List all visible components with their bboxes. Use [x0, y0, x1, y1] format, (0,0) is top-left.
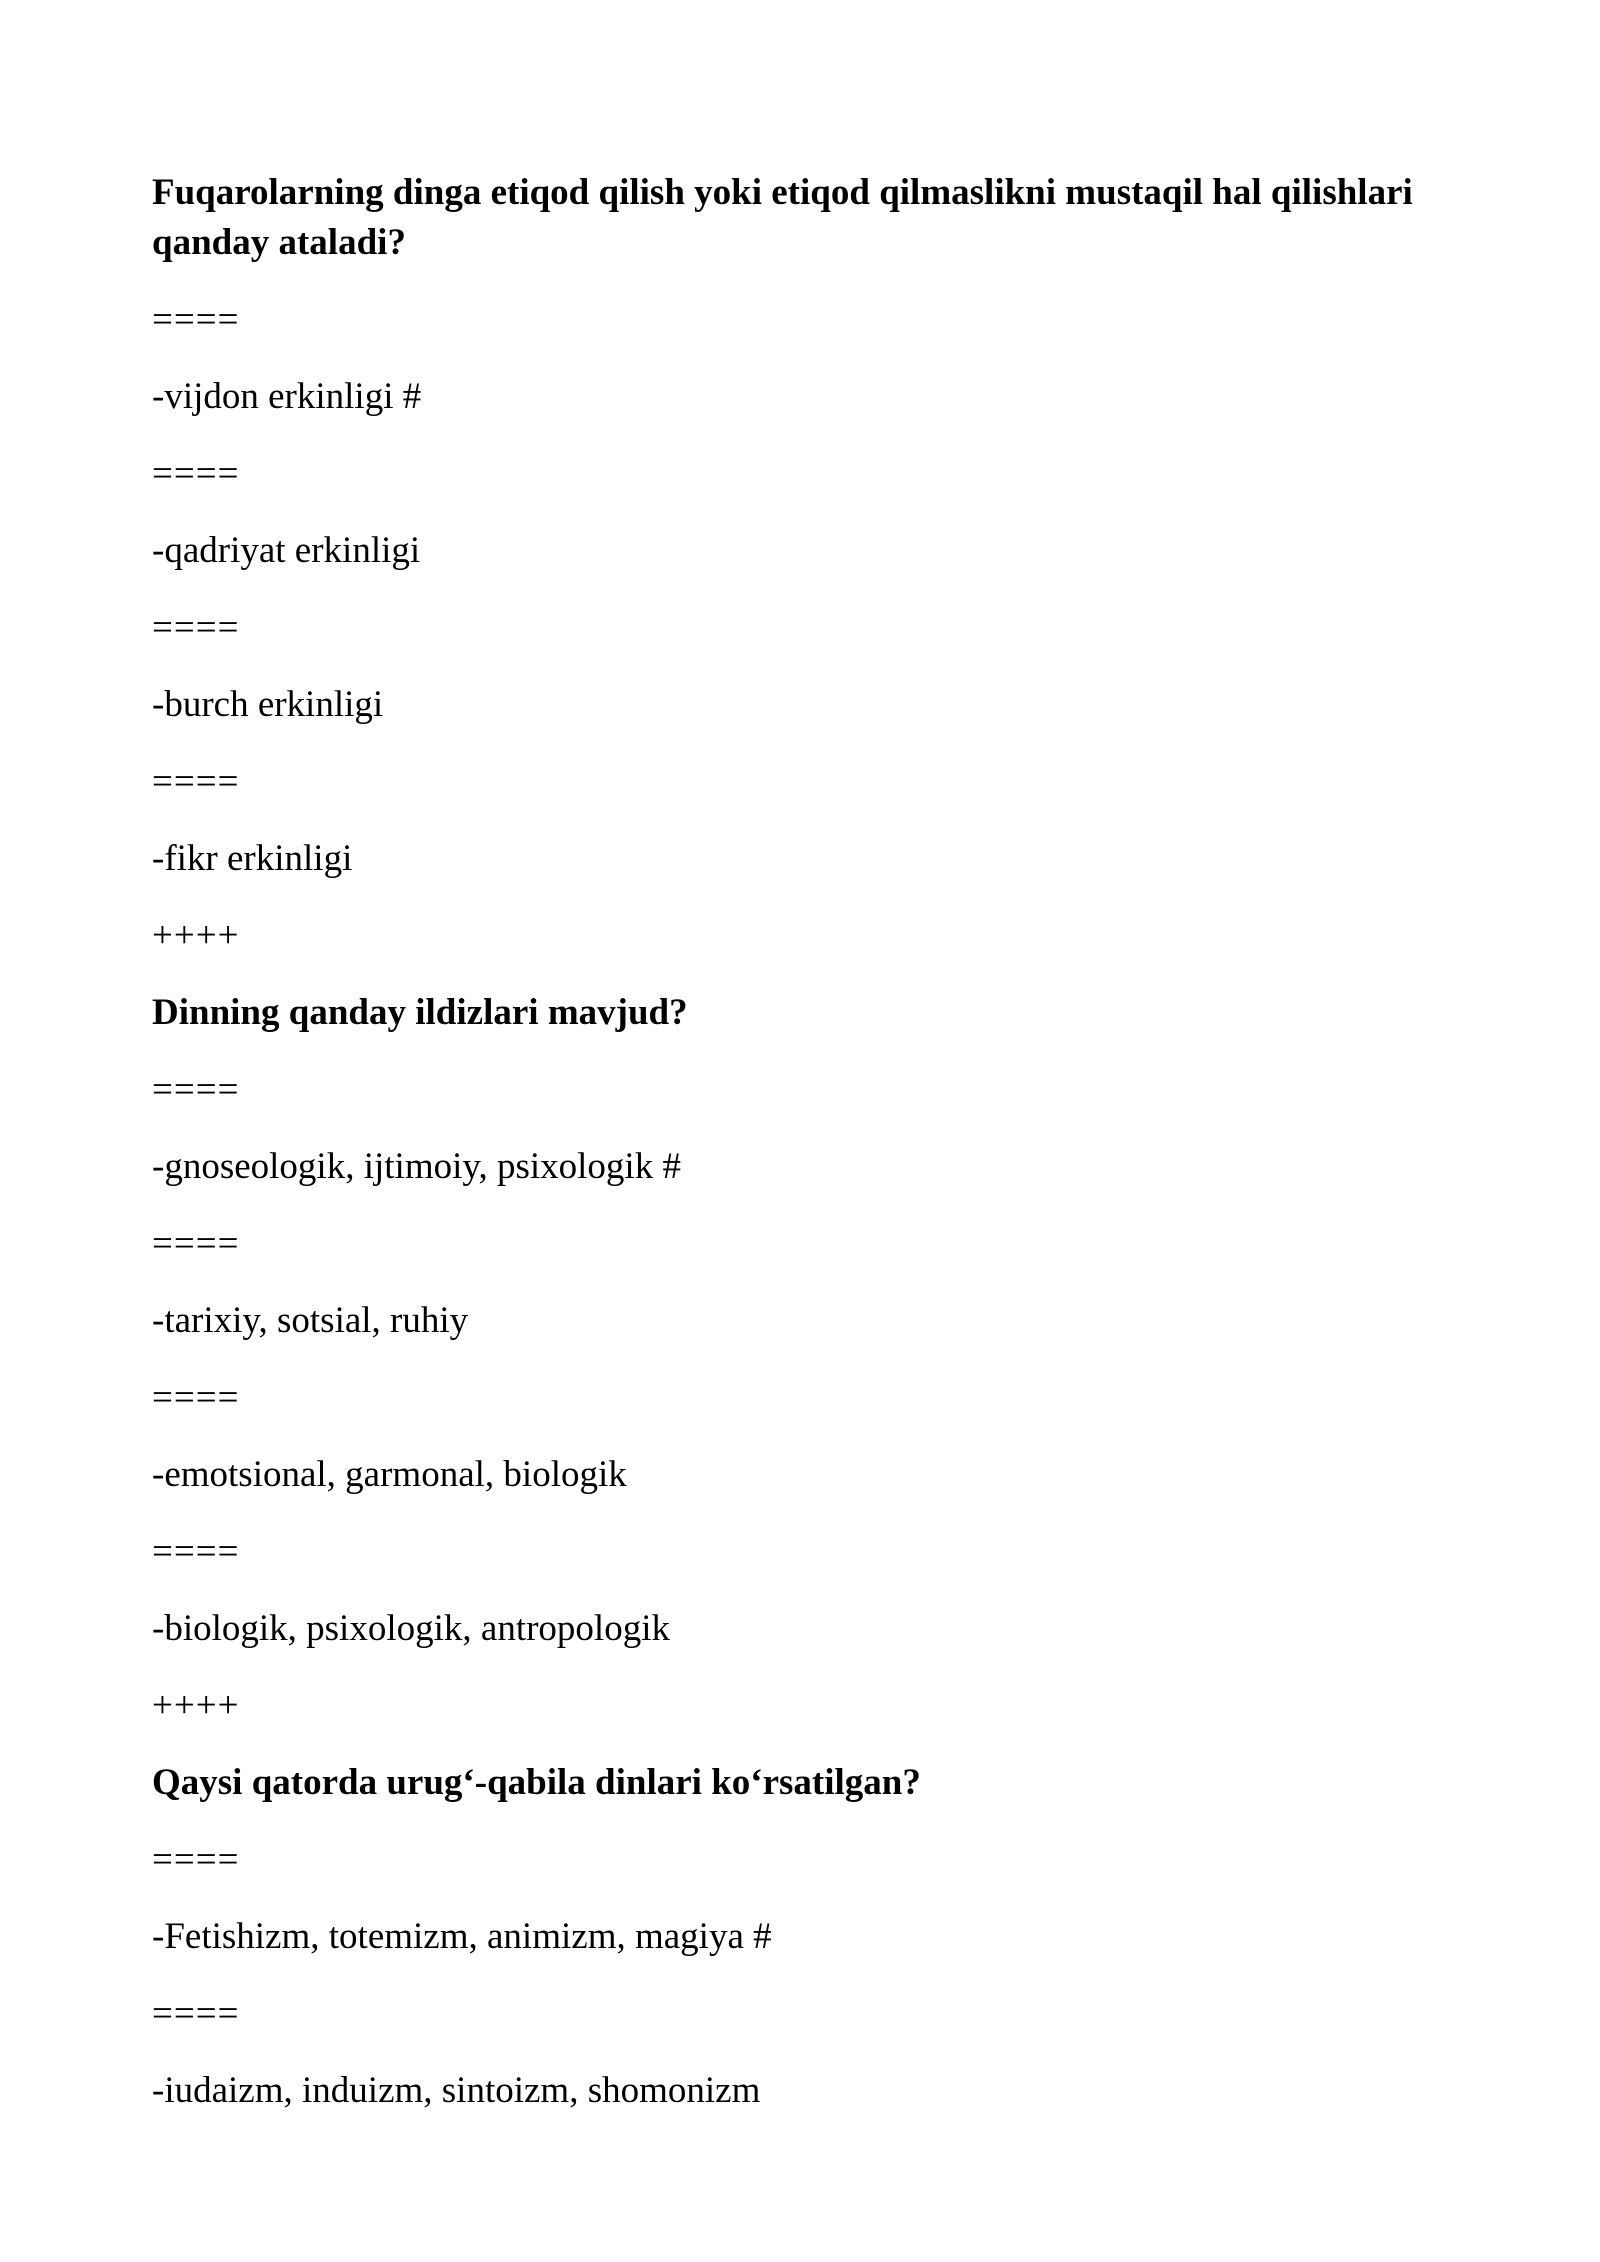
answer-option-correct: -Fetishizm, totemizm, animizm, magiya # [152, 1916, 772, 1957]
answer-option: -qadriyat erkinligi [152, 530, 421, 571]
question-separator: ++++ [152, 1685, 240, 1726]
question-1: Fuqarolarning dinga etiqod qilish yoki etiqod qilmaslikni mustaqil hal qilishlari qanday ataladi? [152, 172, 1413, 263]
separator: ==== [152, 1993, 240, 2034]
separator: ==== [152, 1531, 240, 1572]
answer-option: -biologik, psixologik, antropologik [152, 1608, 670, 1649]
question-2: Dinning qanday ildizlari mavjud? [152, 992, 688, 1033]
separator: ==== [152, 453, 240, 494]
separator: ==== [152, 299, 240, 340]
question-separator: ++++ [152, 915, 240, 956]
separator: ==== [152, 1377, 240, 1418]
separator: ==== [152, 1223, 240, 1264]
answer-option-correct: -vijdon erkinligi # [152, 376, 422, 417]
answer-option: -emotsional, garmonal, biologik [152, 1454, 627, 1495]
answer-option: -fikr erkinligi [152, 838, 353, 879]
answer-option: -iudaizm, induizm, sintoizm, shomonizm [152, 2070, 761, 2111]
document-page [152, 168, 1452, 2143]
separator: ==== [152, 761, 240, 802]
answer-option: -burch erkinligi [152, 684, 384, 725]
question-3: Qaysi qatorda urug‘-qabila dinlari ko‘rsatilgan? [152, 1762, 921, 1803]
answer-option-correct: -gnoseologik, ijtimoiy, psixologik # [152, 1146, 681, 1187]
separator: ==== [152, 1069, 240, 1110]
separator: ==== [152, 607, 240, 648]
answer-option: -tarixiy, sotsial, ruhiy [152, 1300, 469, 1341]
separator: ==== [152, 1839, 240, 1880]
